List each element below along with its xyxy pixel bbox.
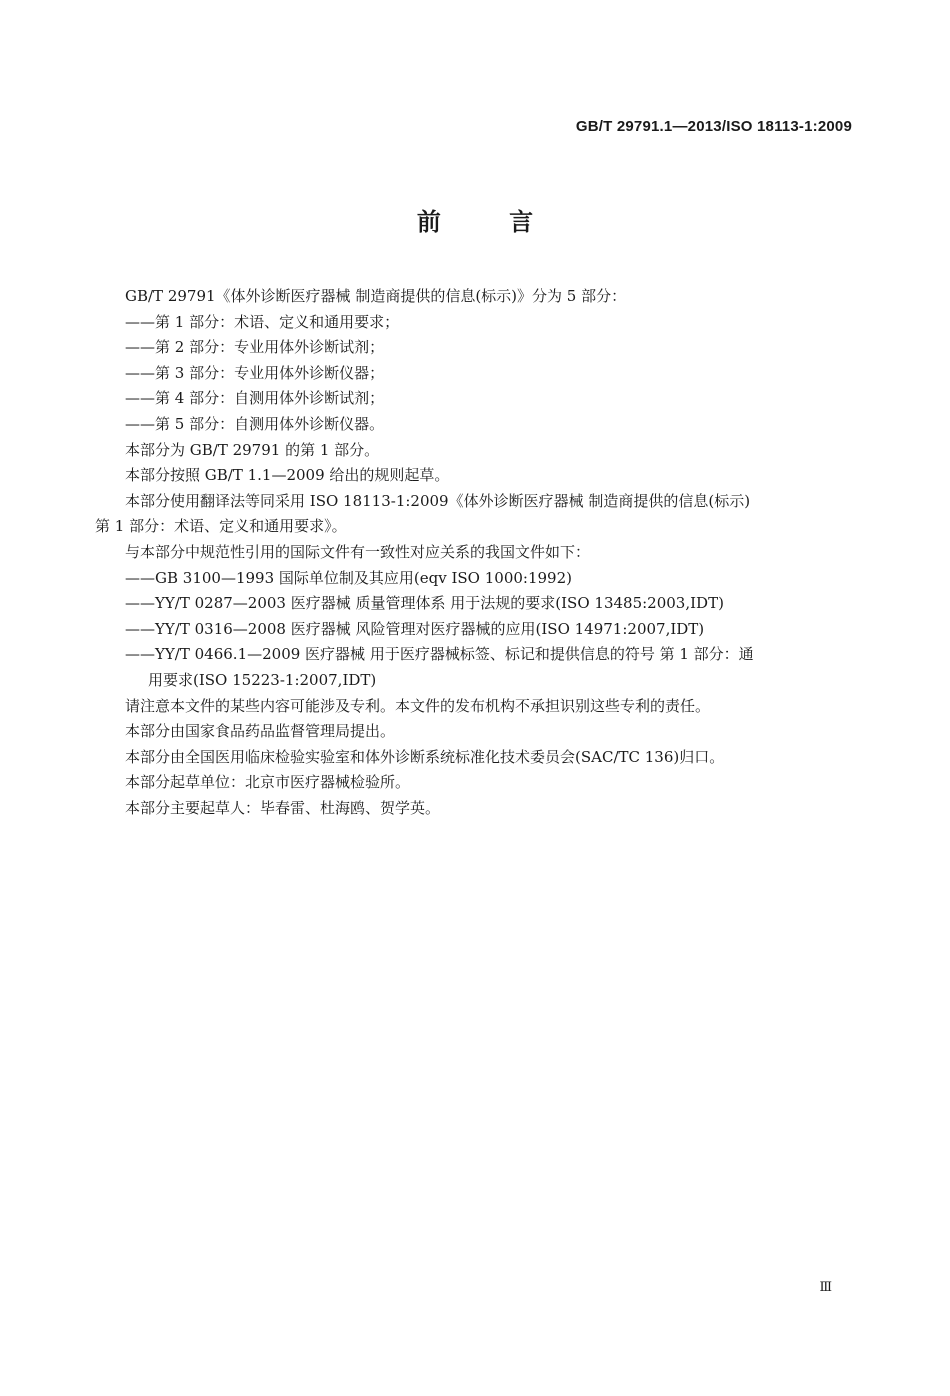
list-item-gb3100: ——GB 3100—1993 国际单位制及其应用(eqv ISO 1000:1992) (125, 568, 572, 587)
paragraph-part-statement: 本部分为 GB/T 29791 的第 1 部分。 (125, 440, 380, 459)
list-item-part-2: ——第 2 部分：专业用体外诊断试剂； (125, 338, 385, 357)
list-item-yy0287: ——YY/T 0287—2003 医疗器械 质量管理体系 用于法规的要求(ISO 13485:2003,IDT) (125, 594, 724, 613)
paragraph-adoption-line-2: 第 1 部分：术语、定义和通用要求》。 (95, 517, 347, 536)
paragraph-committee: 本部分由全国医用临床检验实验室和体外诊断系统标准化技术委员会(SAC/TC 136)归口。 (125, 747, 725, 766)
paragraph-correspondence: 与本部分中规范性引用的国际文件有一致性对应关系的我国文件如下： (125, 542, 591, 561)
page-title (0, 202, 950, 237)
paragraph-drafting-rules: 本部分按照 GB/T 1.1—2009 给出的规则起草。 (125, 466, 450, 485)
standard-code-header: GB/T 29791.1—2013/ISO 18113-1:2009 (575, 118, 852, 135)
page-number: Ⅲ (819, 1280, 832, 1295)
list-item-yy0316: ——YY/T 0316—2008 医疗器械 风险管理对医疗器械的应用(ISO 14971:2007,IDT) (125, 619, 705, 638)
paragraph-drafting-unit: 本部分起草单位：北京市医疗器械检验所。 (125, 773, 411, 792)
foreword-body (95, 284, 855, 821)
paragraph-adoption-line-1: 本部分使用翻译法等同采用 ISO 18113-1:2009《体外诊断医疗器械 制造商提供的信息(标示) (125, 491, 751, 510)
list-item-part-1: ——第 1 部分：术语、定义和通用要求； (125, 312, 400, 331)
list-item-yy0466-line-1: ——YY/T 0466.1—2009 医疗器械 用于医疗器械标签、标记和提供信息的符号 第 1 部分：通 (125, 645, 754, 664)
list-item-part-5: ——第 5 部分：自测用体外诊断仪器。 (125, 414, 385, 433)
list-item-part-3: ——第 3 部分：专业用体外诊断仪器； (125, 363, 385, 382)
list-item-yy0466-line-2: 用要求(ISO 15223-1:2007,IDT) (148, 670, 377, 689)
list-item-part-4: ——第 4 部分：自测用体外诊断试剂； (125, 389, 385, 408)
title-char-1: 前 (416, 208, 441, 236)
paragraph-drafters: 本部分主要起草人：毕春雷、杜海鸥、贺学英。 (125, 798, 441, 817)
paragraph-proposer: 本部分由国家食品药品监督管理局提出。 (125, 722, 396, 741)
paragraph-patent-notice: 请注意本文件的某些内容可能涉及专利。本文件的发布机构不承担识别这些专利的责任。 (125, 696, 711, 715)
paragraph-intro: GB/T 29791《体外诊断医疗器械 制造商提供的信息(标示)》分为 5 部分： (125, 287, 627, 305)
title-char-2: 言 (509, 208, 534, 236)
